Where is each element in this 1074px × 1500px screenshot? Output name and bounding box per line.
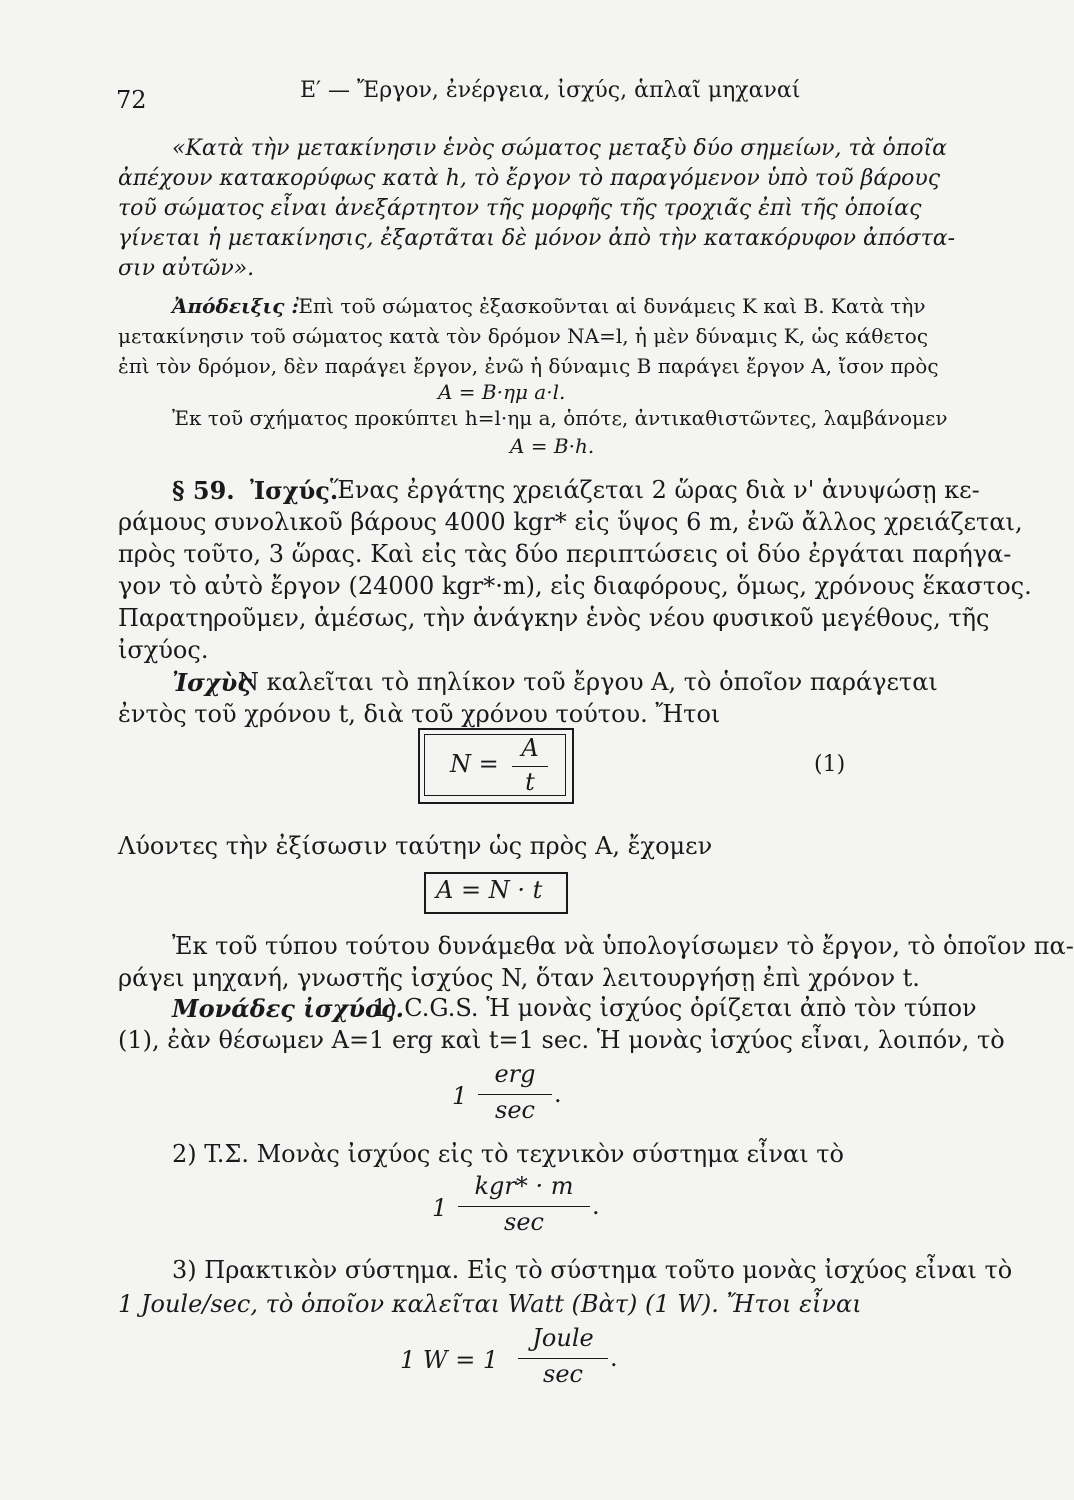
- quote-line-1: «Κατὰ τὴν μετακίνησιν ἑνὸς σώματος μεταξὺ δύο σημείων, τὰ ὁποῖα: [172, 136, 947, 161]
- frac-1-bar: [478, 1094, 552, 1095]
- formula-1-numerator: A: [521, 734, 539, 762]
- section-line-3: πρὸς τοῦτο, 3 ὥρας. Καὶ εἰς τὰς δύο περιπτώσεις οἱ δύο ἐργάται παρήγα-: [118, 540, 1012, 568]
- formula-2-expression: A = N · t: [436, 876, 543, 904]
- work-line-2: ράγει μηχανή, γνωστῆς ἰσχύος N, ὅταν λειτουργήσῃ ἐπὶ χρόνον t.: [118, 964, 920, 992]
- definition-term: Ἰσχὺς: [172, 668, 252, 697]
- quote-line-3: τοῦ σώματος εἶναι ἀνεξάρτητον τῆς μορφῆς τῆς τροχιᾶς ἐπὶ τῆς ὁποίας: [118, 196, 922, 221]
- proof-equation-1: A = B·ημ a·l.: [438, 380, 566, 404]
- proof-line-2: μετακίνησιν τοῦ σώματος κατὰ τὸν δρόμον NA=l, ἡ μὲν δύναμις K, ὡς κάθετος: [118, 324, 929, 348]
- formula-1-tag: (1): [814, 752, 846, 777]
- proof-line-3: ἐπὶ τὸν δρόμον, δὲν παράγει ἔργον, ἐνῶ ἡ δύναμις B παράγει ἔργον A, ἴσον πρὸς: [118, 354, 939, 378]
- section-line-6: ἰσχύος.: [118, 636, 209, 664]
- frac-2-denominator: sec: [504, 1208, 544, 1236]
- quote-line-5: σιν αὐτῶν».: [118, 256, 255, 281]
- frac-1-coefficient: 1: [452, 1082, 468, 1110]
- units-item-1-line-1: 1) C.G.S. Ἡ μονὰς ἰσχύος ὁρίζεται ἀπὸ τὸν τύπον: [372, 994, 977, 1022]
- section-line-4: γον τὸ αὐτὸ ἔργον (24000 kgr*·m), εἰς διαφόρους, ὅμως, χρόνους ἕκαστος.: [118, 572, 1032, 600]
- running-title: Ε′ — Ἔργον, ἐνέργεια, ἰσχύς, ἁπλαῖ μηχαναί: [300, 78, 801, 103]
- formula-1-denominator: t: [525, 768, 535, 796]
- page-number: 72: [116, 86, 147, 114]
- frac-2-period: .: [592, 1192, 600, 1220]
- frac-1-denominator: sec: [495, 1096, 535, 1124]
- frac-2-coefficient: 1: [432, 1194, 448, 1222]
- section-line-5: Παρατηροῦμεν, ἀμέσως, τὴν ἀνάγκην ἑνὸς νέου φυσικοῦ μεγέθους, τῆς: [118, 604, 990, 632]
- formula-1-fraction-bar: [512, 766, 548, 767]
- section-number: § 59.: [172, 476, 235, 505]
- units-item-1-line-2: (1), ἐὰν θέσωμεν A=1 erg καὶ t=1 sec. Ἡ μονὰς ἰσχύος εἶναι, λοιπόν, τὸ: [118, 1026, 1005, 1054]
- proof-equation-2: A = B·h.: [510, 434, 595, 458]
- frac-2-numerator: kgr* · m: [474, 1172, 574, 1200]
- proof-line-1: Ἐπὶ τοῦ σώματος ἐξασκοῦνται αἱ δυνάμεις K καὶ B. Κατὰ τὴν: [296, 294, 926, 318]
- proof-line-4: Ἐκ τοῦ σχήματος προκύπτει h=l·ημ a, ὁπότε, ἀντικαθιστῶντες, λαμβάνομεν: [172, 406, 948, 430]
- formula-1-lhs: N =: [450, 750, 499, 778]
- definition-line-1: N καλεῖται τὸ πηλίκον τοῦ ἔργου A, τὸ ὁποῖον παράγεται: [238, 668, 938, 696]
- section-line-1: Ἕνας ἐργάτης χρειάζεται 2 ὥρας διὰ ν' ἀνυψώσῃ κε-: [330, 476, 980, 504]
- work-line-1: Ἐκ τοῦ τύπου τούτου δυνάμεθα νὰ ὑπολογίσωμεν τὸ ἔργον, τὸ ὁποῖον πα-: [172, 932, 1074, 960]
- units-heading: Μονάδες ἰσχύος.: [172, 994, 404, 1023]
- proof-label: Ἀπόδειξις :: [172, 294, 299, 318]
- frac-2-bar: [458, 1206, 590, 1207]
- units-item-3-line-2: 1 Joule/sec, τὸ ὁποῖον καλεῖται Watt (Βὰτ) (1 W). Ἤτοι εἶναι: [118, 1290, 862, 1318]
- section-title: Ἰσχύς.: [250, 476, 339, 505]
- units-item-2: 2) T.Σ. Μονὰς ἰσχύος εἰς τὸ τεχνικὸν σύστημα εἶναι τὸ: [172, 1140, 844, 1168]
- definition-line-2: ἐντὸς τοῦ χρόνου t, διὰ τοῦ χρόνου τούτου. Ἤτοι: [118, 700, 721, 728]
- quote-line-4: γίνεται ἡ μετακίνησις, ἐξαρτᾶται δὲ μόνον ἀπὸ τὴν κατακόρυφον ἀπόστα-: [118, 226, 956, 251]
- frac-3-period: .: [610, 1344, 618, 1372]
- frac-3-lhs: 1 W = 1: [400, 1346, 499, 1374]
- frac-3-bar: [518, 1358, 608, 1359]
- frac-1-period: .: [554, 1080, 562, 1108]
- frac-3-denominator: sec: [543, 1360, 583, 1388]
- frac-3-numerator: Joule: [532, 1324, 594, 1352]
- units-item-3-line-1: 3) Πρακτικὸν σύστημα. Εἰς τὸ σύστημα τοῦτο μονὰς ἰσχύος εἶναι τὸ: [172, 1256, 1013, 1284]
- frac-1-numerator: erg: [494, 1060, 536, 1088]
- quote-line-2: ἀπέχουν κατακορύφως κατὰ h, τὸ ἔργον τὸ παραγόμενον ὑπὸ τοῦ βάρους: [118, 166, 941, 191]
- solving-line: Λύοντες τὴν ἐξίσωσιν ταύτην ὡς πρὸς A, ἔχομεν: [118, 832, 713, 860]
- section-line-2: ράμους συνολικοῦ βάρους 4000 kgr* εἰς ὕψος 6 m, ἐνῶ ἄλλος χρειάζεται,: [118, 508, 1023, 536]
